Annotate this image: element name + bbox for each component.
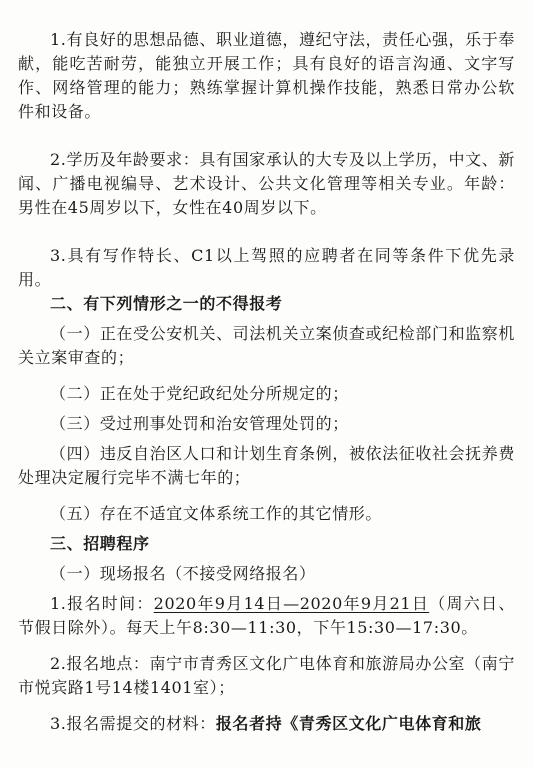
exclusion-item-1: （一）正在受公安机关、司法机关立案侦查或纪检部门和监察机关立案审查的；: [18, 324, 515, 367]
registration-materials-label: 3.报名需提交的材料：: [50, 714, 216, 733]
requirement-item-2: 2.学历及年龄要求：具有国家承认的大专及以上学历，中文、新闻、广播电视编导、艺术设计、公共文化管理等相关专业。年龄：男性在45周岁以下，女性在40周岁以下。: [18, 150, 515, 217]
exclusion-item-5: （五）存在不适宜文体系统工作的其它情形。: [50, 504, 383, 523]
registration-materials-bold: 报名者持《青秀区文化广电体育和旅: [215, 714, 482, 733]
procedure-step-1: （一）现场报名（不接受网络报名）: [50, 564, 316, 583]
exclusion-item-3: （三）受过刑事处罚和治安管理处罚的；: [50, 414, 349, 433]
registration-time: [18, 592, 515, 640]
registration-time-value: 2020年9月14日—2020年9月21日: [153, 594, 430, 613]
section-heading-exclusions: 二、有下列情形之一的不得报考: [50, 294, 283, 313]
requirement-item-3: 3.具有写作特长、C1以上驾照的应聘者在同等条件下优先录用。: [18, 246, 515, 289]
requirement-item-1: 1.有良好的思想品德、职业道德，遵纪守法，责任心强，乐于奉献，能吃苦耐劳，能独立开展工作；具有良好的语言沟通、文字写作、网络管理的能力；熟练掌握计算机操作技能，熟悉日常办公软件和设备。: [18, 30, 515, 121]
exclusion-item-4: （四）违反自治区人口和计划生育条例，被依法征收社会抚养费处理决定履行完毕不满七年的；: [18, 444, 515, 487]
registration-materials: [18, 712, 515, 736]
registration-place: 2.报名地点：南宁市青秀区文化广电体育和旅游局办公室（南宁市悦宾路1号14楼1401室）；: [18, 654, 515, 697]
exclusion-item-2: （二）正在处于党纪政纪处分所规定的；: [50, 384, 349, 403]
registration-time-label: 1.报名时间：: [50, 594, 154, 613]
registration-time-hours: （周六日、节假日除外）。每天上午8:30—11:30，下午15:30—17:30。: [18, 594, 515, 637]
section-heading-procedure: 三、招聘程序: [50, 534, 150, 553]
